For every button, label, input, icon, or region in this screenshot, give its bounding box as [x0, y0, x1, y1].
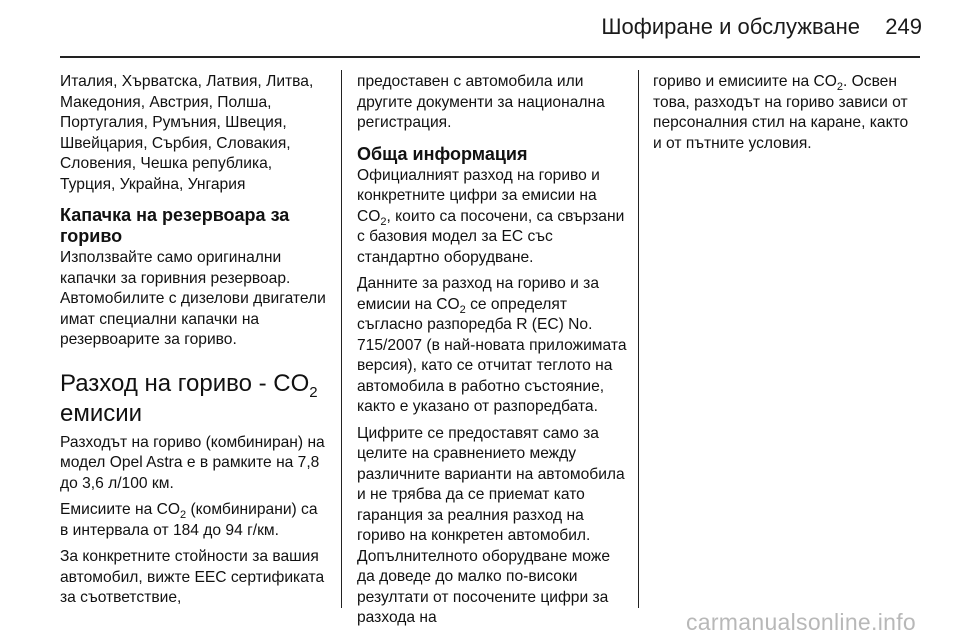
emissions-paragraph: [60, 500, 328, 541]
general-info-heading: Обща информация: [357, 143, 528, 164]
column-divider-1: [341, 70, 342, 608]
page-number: 249: [885, 14, 922, 39]
emissions-text-b: (комбинирани) са в интервала от 184 до 94 г/км.: [60, 501, 318, 539]
official-text-b: , които са посочени, са свързани с базовия модел за ЕС със стандартно оборудване.: [357, 207, 625, 266]
column-1: [60, 72, 328, 617]
consumption-heading-sub: 2: [309, 383, 318, 401]
consumption-paragraph: Разходът на гориво (комбиниран) на модел Opel Astra е в рамките на 7,8 до 3,6 л/100 км.: [60, 433, 325, 492]
specific-values-paragraph: За конкретните стойности за вашия автомобил, вижте EEC сертификата за съответствие,: [60, 548, 325, 606]
header-title: Шофиране и обслужване: [601, 14, 860, 39]
regulation-text-a: Данните за разход на гориво и за емисии на CO: [357, 275, 599, 313]
watermark: carmanualsonline.info: [685, 609, 916, 635]
fuel-cap-paragraph: Използвайте само оригинални капачки за горивния резервоар. Автомобилите с дизелови двигатели имат специални капачки на резервоарите за гориво.: [60, 249, 326, 348]
regulation-sub: 2: [459, 303, 466, 316]
column-divider-2: [638, 70, 639, 608]
emissions-text-a: Емисиите на CO: [60, 501, 181, 518]
driving-text-b: . Освен това, разходът на гориво зависи от персоналния стил на каране, както и от пътните условия.: [653, 73, 909, 152]
consumption-heading-text: Разход на гориво - CO: [60, 369, 310, 397]
consumption-heading: [60, 369, 328, 429]
column-2: [357, 72, 629, 637]
official-figures-paragraph: [357, 166, 629, 269]
column-3: [653, 72, 921, 162]
driving-text-a: гориво и емисиите на CO: [653, 73, 837, 90]
header-divider: [60, 56, 920, 58]
comparison-paragraph: Цифрите се предоставят само за целите на сравнението между различните варианти на автомобила и не трябва да се приемат като гаранция за реалния разход на гориво на конкретен автомобил. Допълнителното оборудване може да доведе до малко по-високи резултати от посочените цифри за разхода на: [357, 424, 625, 626]
regulation-text-b: се определят съгласно разпоредба R (EC) No. 715/2007 (в най-новата приложимата версия), като се отчитат теглото на автомобила в работно състояние, както е указано от разпоредбата.: [357, 295, 627, 415]
fuel-cap-heading: Капачка на резервоара за гориво: [60, 205, 290, 246]
driving-style-paragraph: [653, 72, 921, 154]
consumption-heading-text2: емисии: [60, 399, 143, 427]
countries-paragraph: Италия, Хърватска, Латвия, Литва, Македония, Австрия, Полша, Португалия, Румъния, Швеция, Швейцария, Сърбия, Словакия, Словения, Чешка република, Турция, Украйна, Унгария: [60, 73, 314, 193]
official-sub: 2: [380, 215, 387, 228]
registration-paragraph: предоставен с автомобила или другите документи за национална регистрация.: [357, 73, 605, 131]
emissions-sub: 2: [180, 509, 187, 522]
regulation-paragraph: [357, 274, 629, 418]
official-text-a: Официалният разход на гориво и конкретните цифри за емисии на CO: [357, 166, 600, 225]
driving-sub: 2: [836, 81, 843, 94]
